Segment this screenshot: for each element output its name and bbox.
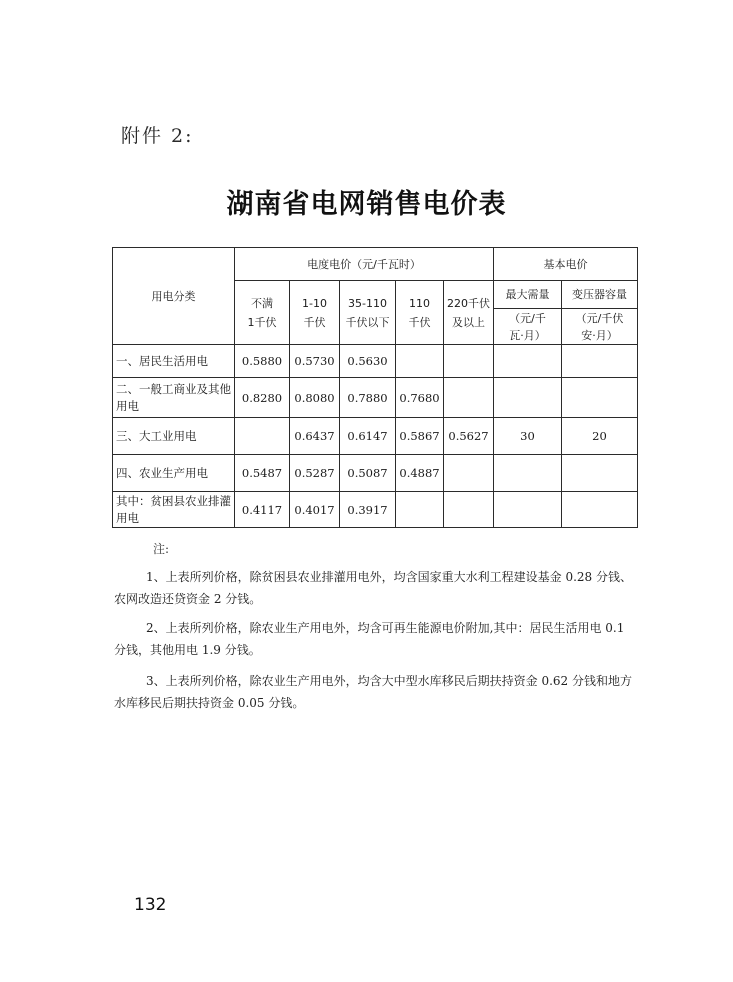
basic-price-cell — [562, 378, 638, 418]
price-cell: 0.8280 — [235, 378, 290, 418]
price-cell: 0.6147 — [340, 418, 396, 455]
price-cell — [235, 418, 290, 455]
basic-price-cell — [562, 345, 638, 378]
header-category: 用电分类 — [113, 248, 235, 345]
header-voltage-col: 不满 1千伏 — [235, 281, 290, 345]
basic-price-cell — [562, 492, 638, 528]
price-cell: 0.5730 — [290, 345, 340, 378]
basic-price-cell — [494, 378, 562, 418]
document-title: 湖南省电网销售电价表 — [226, 189, 507, 220]
price-cell: 0.5630 — [340, 345, 396, 378]
row-category: 三、大工业用电 — [113, 418, 235, 455]
table-row — [113, 492, 638, 528]
table-row — [113, 378, 638, 418]
price-cell: 0.4017 — [290, 492, 340, 528]
price-cell: 0.7880 — [340, 378, 396, 418]
tariff-table — [112, 247, 638, 528]
note-item — [114, 670, 634, 714]
price-cell: 0.4887 — [396, 455, 444, 492]
row-category: 一、居民生活用电 — [113, 345, 235, 378]
price-cell: 0.5487 — [235, 455, 290, 492]
header-energy-price: 电度电价（元/千瓦时） — [235, 248, 494, 281]
price-cell: 0.3917 — [340, 492, 396, 528]
price-cell: 0.4117 — [235, 492, 290, 528]
basic-price-cell — [494, 455, 562, 492]
table-row — [113, 455, 638, 492]
price-cell: 0.5287 — [290, 455, 340, 492]
header-max-demand: 最大需量 — [494, 281, 562, 309]
note-text: 1、上表所列价格，除贫困县农业排灌用电外，均含国家重大水利工程建设基金 0.28 分钱、农网改造还贷资金 2 分钱。 — [114, 570, 632, 606]
price-cell — [396, 345, 444, 378]
basic-price-cell — [494, 492, 562, 528]
header-voltage-col: 220千伏 及以上 — [444, 281, 494, 345]
basic-price-cell — [494, 345, 562, 378]
price-cell: 0.5627 — [444, 418, 494, 455]
note-item — [114, 617, 634, 661]
note-item — [114, 566, 634, 610]
header-unit: （元/千伏 安·月） — [562, 309, 638, 345]
note-text: 2、上表所列价格，除农业生产用电外，均含可再生能源电价附加,其中：居民生活用电 0.1 分钱，其他用电 1.9 分钱。 — [114, 621, 625, 657]
basic-price-cell: 30 — [494, 418, 562, 455]
row-category: 其中：贫困县农业排灌用电 — [113, 492, 235, 528]
price-cell: 0.8080 — [290, 378, 340, 418]
price-cell — [396, 492, 444, 528]
header-voltage-col: 1-10 千伏 — [290, 281, 340, 345]
table-row — [113, 345, 638, 378]
attachment-label: 附件 2: — [121, 125, 194, 147]
price-cell — [444, 455, 494, 492]
basic-price-cell: 20 — [562, 418, 638, 455]
table-row — [113, 418, 638, 455]
basic-price-cell — [562, 455, 638, 492]
header-unit: （元/千 瓦·月） — [494, 309, 562, 345]
price-cell: 0.5867 — [396, 418, 444, 455]
note-text: 3、上表所列价格，除农业生产用电外，均含大中型水库移民后期扶持资金 0.62 分钱和地方水库移民后期扶持资金 0.05 分钱。 — [114, 674, 632, 710]
header-voltage-col: 110 千伏 — [396, 281, 444, 345]
header-transformer-capacity: 变压器容量 — [562, 281, 638, 309]
price-cell: 0.5880 — [235, 345, 290, 378]
row-category: 二、一般工商业及其他用电 — [113, 378, 235, 418]
notes-label: 注: — [153, 542, 170, 556]
price-cell: 0.5087 — [340, 455, 396, 492]
page-number: 132 — [134, 895, 167, 915]
header-voltage-col: 35-110 千伏以下 — [340, 281, 396, 345]
header-basic-price: 基本电价 — [494, 248, 638, 281]
price-cell: 0.6437 — [290, 418, 340, 455]
row-category: 四、农业生产用电 — [113, 455, 235, 492]
price-cell — [444, 345, 494, 378]
price-cell — [444, 492, 494, 528]
price-cell — [444, 378, 494, 418]
price-cell: 0.7680 — [396, 378, 444, 418]
